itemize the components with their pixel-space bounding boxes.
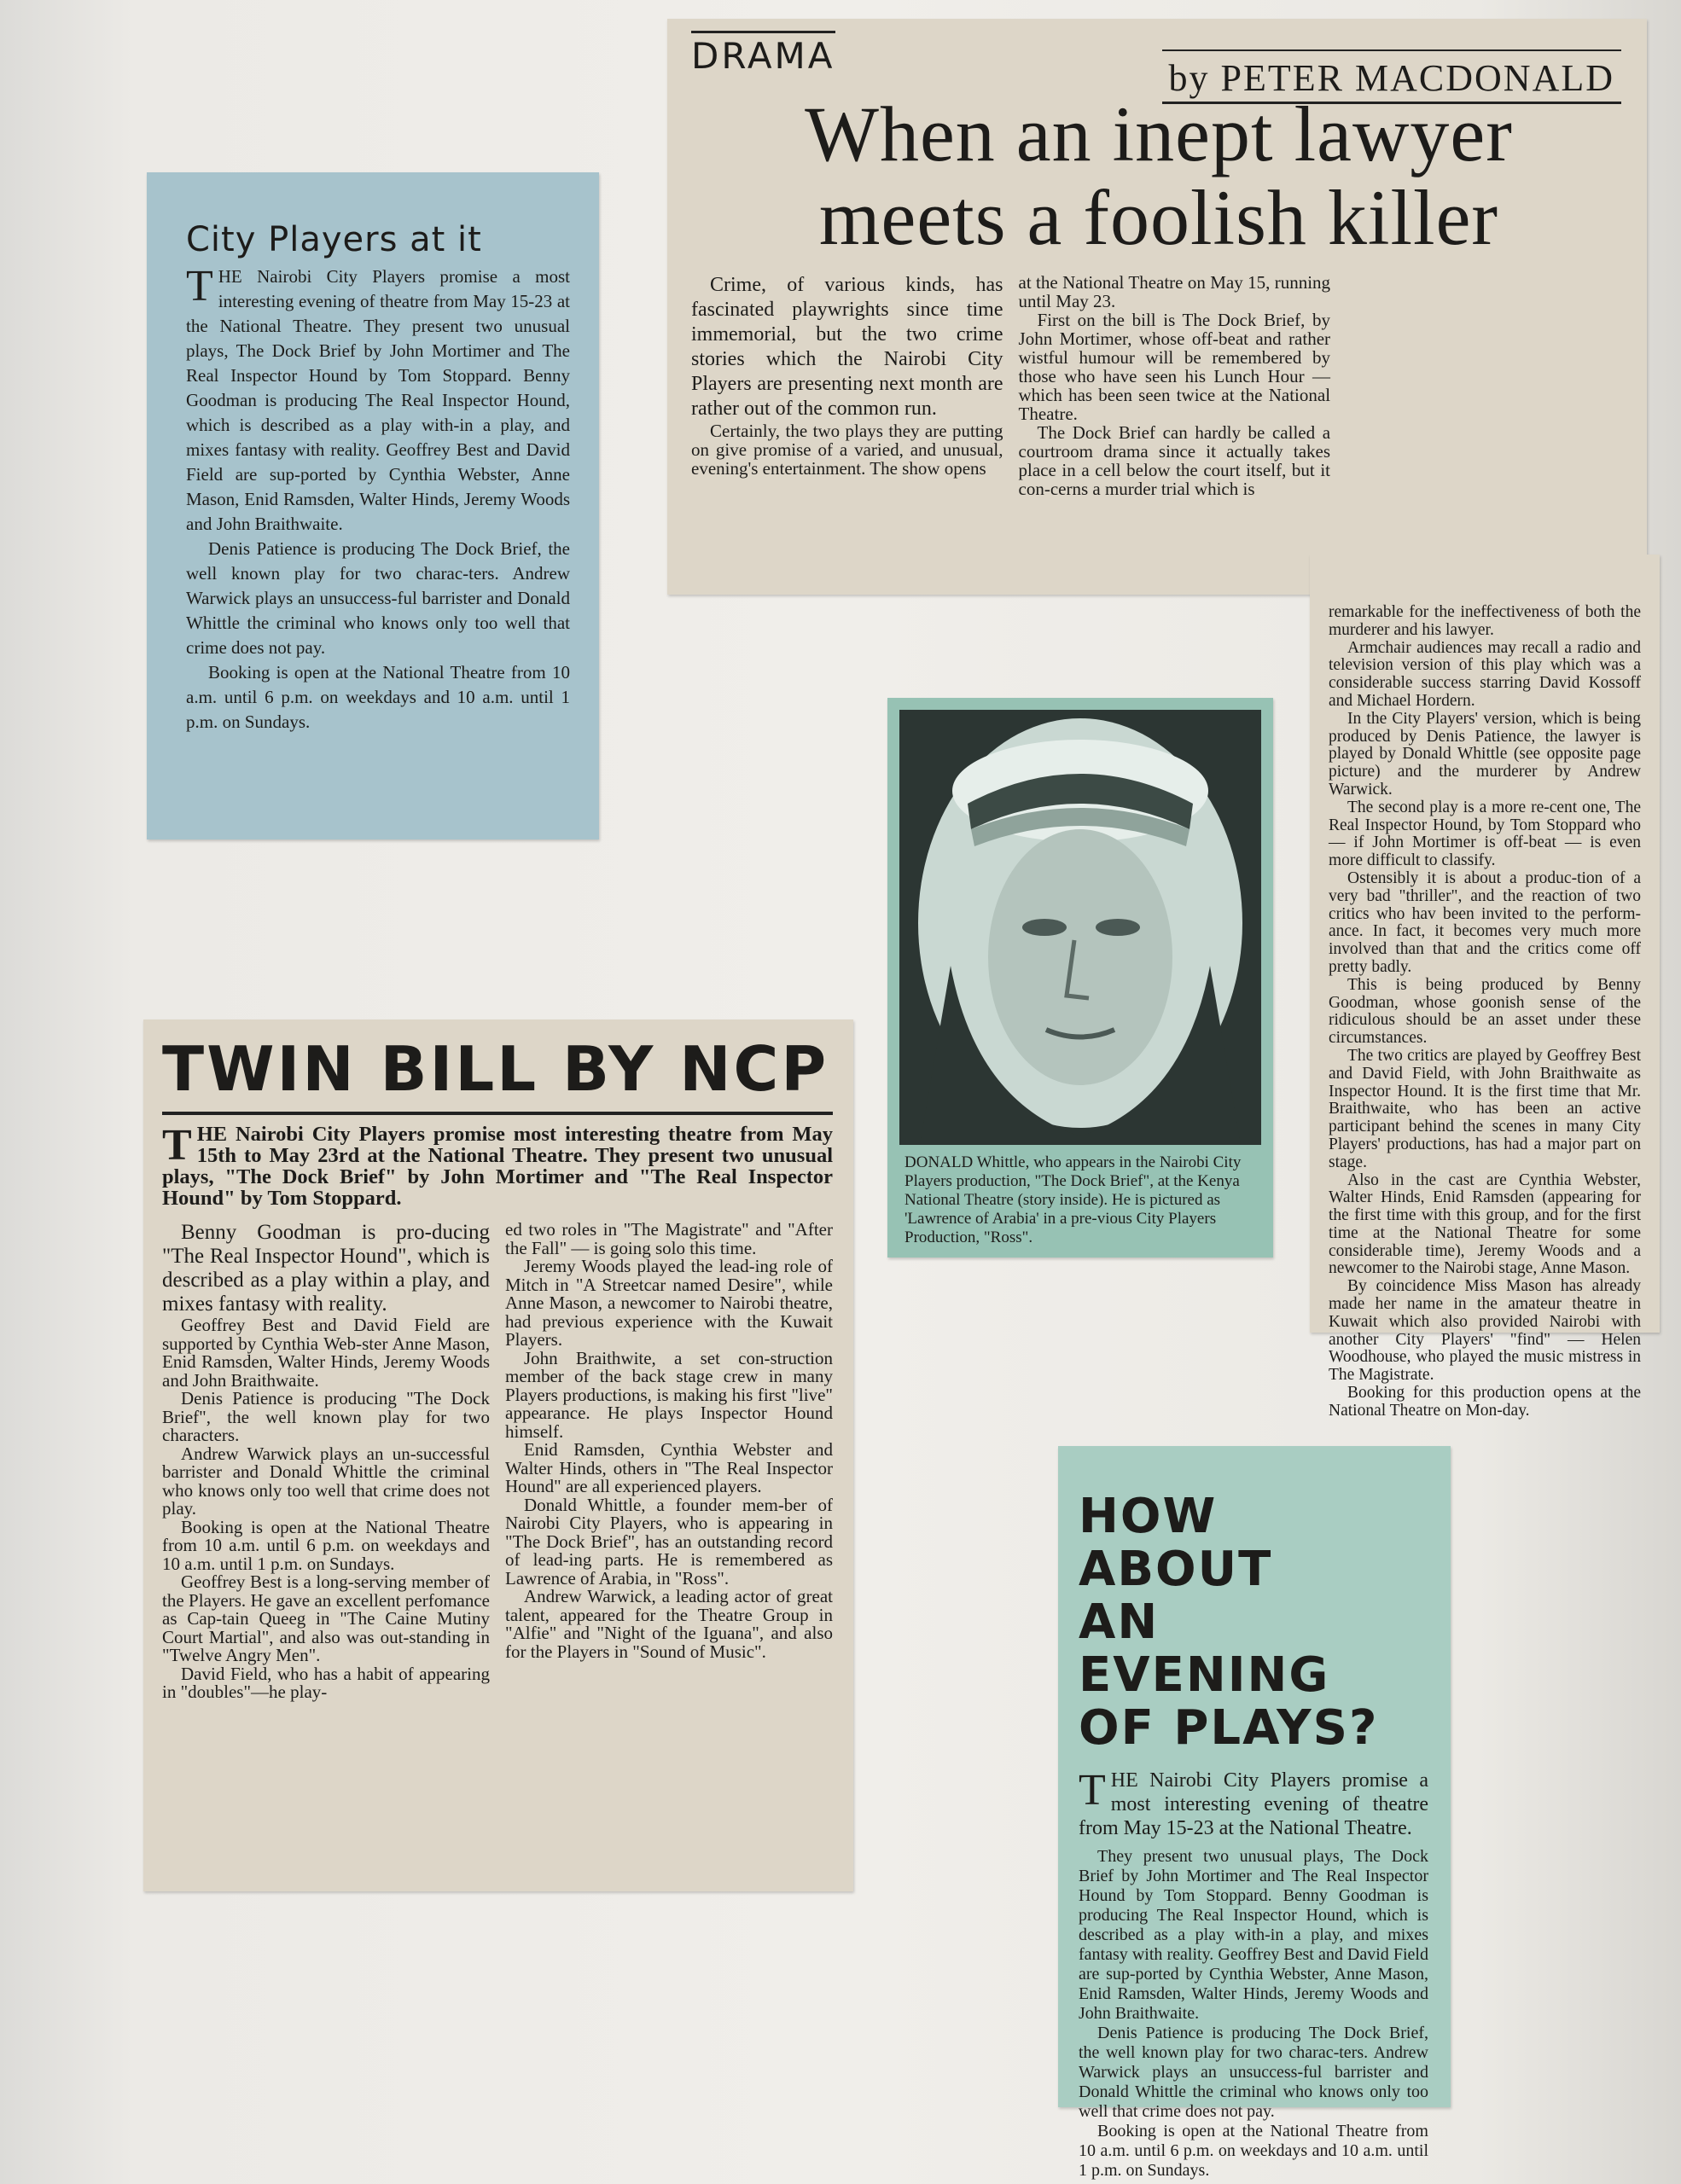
article-columns xyxy=(691,273,1626,498)
article-column xyxy=(162,1221,490,1702)
article-paragraph: Booking for this production opens at the National Theatre on Mon-day. xyxy=(1329,1384,1641,1420)
article-paragraph: Ostensibly it is about a produc-tion of a very bad "thriller", and the reaction of two critics who hav been invited to the perform-ance. In fact, it becomes very much more involved than that and the critics come off pretty badly. xyxy=(1329,868,1641,976)
clipping-drama xyxy=(667,19,1647,595)
photo-caption: DONALD Whittle, who appears in the Nairobi City Players production, "The Dock Brief", at the Kenya National Theatre (story inside). He is pictured as 'Lawrence of Arabia' in a pre-vious City Players Production, "Ross". xyxy=(904,1153,1242,1246)
headline-line: When an inept lawyer xyxy=(805,90,1513,177)
article-paragraph: John Braithwite, a set con-struction member of the back stage crew in many Players productions, is making his first "live" appearance. He plays Inspector Hound himself. xyxy=(505,1347,833,1442)
article-column xyxy=(505,1221,833,1702)
drop-cap: T xyxy=(1079,1766,1106,1815)
article-column xyxy=(1019,273,1331,498)
intro-text: HE Nairobi City Players promise most interesting theatre from May 15th to May 23rd at the National Theatre. They present two unusual plays, "The Dock Brief" by John Mortimer and "The Real Inspector Hound" by Tom Stoppard. xyxy=(162,1123,833,1210)
article-paragraph: This is being produced by Benny Goodman, whose goonish sense of the ridiculous should be an asset under these circumstances. xyxy=(1329,975,1641,1048)
title-line: HOW ABOUT xyxy=(1079,1489,1273,1597)
article-paragraph: at the National Theatre on May 15, running until May 23. xyxy=(1018,272,1331,311)
article-paragraph: Geoffrey Best and David Field are supported by Cynthia Web-ster Anne Mason, Enid Ramsden, Walter Hinds, Jeremy Woods and John Braithwaite. xyxy=(162,1315,490,1391)
article-paragraph: Booking is open at the National Theatre from 10 a.m. until 6 p.m. on weekdays and 10 a.m. until 1 p.m. on Sundays. xyxy=(162,1516,490,1574)
clipping-paragraph xyxy=(1079,1766,1428,1840)
headline xyxy=(691,92,1626,259)
article-columns xyxy=(162,1221,833,1702)
article-paragraph: Crime, of various kinds, has fascinated playwrights since time immemorial, but the two crime stories which the Nairobi City Players are presenting next month are rather out of the common run. xyxy=(691,274,1003,420)
article-paragraph: By coincidence Miss Mason has already made her name in the amateur theatre in Kuwait which also provided Nairobi with another City Players' "find" — Helen Woodhouse, who played the music mistress in The Magistrate. xyxy=(1329,1277,1641,1385)
article-paragraph: In the City Players' version, which is being produced by Denis Patience, the lawyer is played by Donald Whittle (see opposite page picture) and the murderer by Andrew Warwick. xyxy=(1329,709,1641,799)
clipping-twin-bill xyxy=(143,1019,853,1891)
article-paragraph: Also in the cast are Cynthia Webster, Walter Hinds, Enid Ramsden (appearing for the first time with this group, and for the first time at the National Theatre for some considerable time), Jeremy Woods and a newcomer to the Nairobi stage, Anne Mason. xyxy=(1329,1170,1641,1278)
article-paragraph: David Field, who has a habit of appearing in "doubles"—he play- xyxy=(162,1663,490,1702)
article-paragraph: Jeremy Woods played the lead-ing role of Mitch in "A Streetcar named Desire", while Anne Mason, a newcomer to Nairobi theatre, had previous experience with the Kuwait Players. xyxy=(505,1256,833,1350)
clipping-paragraph xyxy=(186,264,570,537)
clipping-paragraph: Denis Patience is producing The Dock Brief, the well known play for two charac-ters. Andrew Warwick plays an unsuccess-ful barrister and Donald Whittle the criminal who knows only too well that crime does not pay. xyxy=(1079,2024,1428,2121)
article-paragraph: Benny Goodman is pro-ducing "The Real Inspector Hound", which is described as a play within a play, and mixes fantasy with reality. xyxy=(162,1221,490,1316)
article-paragraph: The two critics are played by Geoffrey Best and David Field, with John Braithwaite as Inspector Hound. It is the first time that Mr. Braithwaite, who has been an active participant behind the scenes in many City Players' productions, has had a major part on stage. xyxy=(1329,1046,1641,1171)
headline-line: meets a foolish killer xyxy=(818,174,1499,261)
title-rule xyxy=(162,1112,833,1115)
clipping-paragraph: Booking is open at the National Theatre from 10 a.m. until 6 p.m. on weekdays and 10 a.m. until 1 p.m. on Sundays. xyxy=(1079,2122,1428,2180)
article-paragraph: First on the bill is The Dock Brief, by John Mortimer, whose off-beat and rather wistful humour will be remembered by those who have seen his Lunch Hour — which has been seen twice at the National Theatre. xyxy=(1018,310,1331,424)
paragraph-text: HE Nairobi City Players promise a most interesting evening of theatre from May 15-23 at the National Theatre. They present two unusual plays, The Dock Brief by John Mortimer and The Real Inspector Hound by Tom Stoppard. Benny Goodman is producing The Real Inspector Hound, which is described as a play with-in a play, and mixes fantasy with reality. Geoffrey Best and David Field are sup-ported by Cynthia Webster, Anne Mason, Enid Ramsden, Walter Hinds, Jeremy Woods and John Braithwaite. xyxy=(186,266,570,534)
drop-cap: T xyxy=(162,1121,192,1170)
clipping-title: City Players at it xyxy=(186,220,482,259)
article-column xyxy=(691,273,1003,498)
clipping-drama-continuation xyxy=(1310,555,1660,1420)
clipping-paragraph: Booking is open at the National Theatre from 10 a.m. until 6 p.m. on weekdays and 10 a.m. until 1 p.m. on Sundays. xyxy=(186,662,570,732)
article-paragraph: The Dock Brief can hardly be called a courtroom drama since it actually takes place in a cell below the court itself, but it con-cerns a murder trial which is xyxy=(1018,422,1331,499)
article-paragraph: Denis Patience is producing "The Dock Brief", the well known play for two characters. xyxy=(162,1388,490,1445)
paragraph-text: HE Nairobi City Players promise a most interesting evening of theatre from May 15-23 at the National Theatre. xyxy=(1079,1769,1428,1839)
article-paragraph: Andrew Warwick, a leading actor of great talent, appeared for the Theatre Group in "Alfie" and "Night of the Iguana", and also for the Players in "Sound of Music". xyxy=(505,1586,833,1662)
article-paragraph: Donald Whittle, a founder mem-ber of Nairobi City Players, who is appearing in "The Dock Brief", has an outstanding record of lead-ing parts. He is remembered as Lawrence of Arabia, in "Ross". xyxy=(505,1494,833,1589)
article-paragraph: Armchair audiences may recall a radio and television version of this play which was a considerable success starring David Kossoff and Michael Hordern. xyxy=(1329,638,1641,710)
portrait-illustration xyxy=(899,710,1261,1145)
article-paragraph: The second play is a more re-cent one, The Real Inspector Hound, by Tom Stoppard who — if John Mortimer is off-beat — is even more difficult to classify. xyxy=(1329,798,1641,870)
title-line: AN EVENING xyxy=(1079,1594,1330,1703)
title-line: OF PLAYS? xyxy=(1079,1700,1379,1756)
clipping-paragraph: Denis Patience is producing The Dock Brief, the well known play for two charac-ters. Andrew Warwick plays an unsuccess-ful barrister and Donald Whittle the criminal who knows only too well that crime does not pay. xyxy=(186,538,570,658)
byline: by PETER MACDONALD xyxy=(1162,49,1621,104)
clipping-how-about xyxy=(1058,1446,1451,2180)
clipping-seam xyxy=(1310,546,1647,563)
clipping-title: TWIN BILL BY NCP xyxy=(162,1033,829,1105)
article-paragraph: Geoffrey Best is a long-serving member of the Players. He gave an excellent perfomance as Cap-tain Queeg in "The Caine Mutiny Court Martial", and also was out-standing in "Twelve Angry Men". xyxy=(162,1571,490,1665)
section-rubric: DRAMA xyxy=(691,31,835,77)
clipping-paragraph: They present two unusual plays, The Dock Brief by John Mortimer and The Real Inspector Hound by Tom Stoppard. Benny Goodman is producing The Real Inspector Hound, which is described as a play with-in a play, and mixes fantasy with reality. Geoffrey Best and David Field are sup-ported by Cynthia Webster, Anne Mason, Enid Ramsden, Walter Hinds, Jeremy Woods and John Braithwaite. xyxy=(1079,1847,1428,2023)
article-paragraph: remarkable for the ineffectiveness of both the murderer and his lawyer. xyxy=(1329,603,1641,639)
article-paragraph: ed two roles in "The Magistrate" and "After the Fall" — is going solo this time. xyxy=(505,1219,833,1258)
clipping-city-players xyxy=(147,172,599,839)
portrait-photo xyxy=(899,710,1261,1145)
article-paragraph: Enid Ramsden, Cynthia Webster and Walter Hinds, others in "The Real Inspector Hound" are all experienced players. xyxy=(505,1439,833,1496)
clipping-title xyxy=(1079,1490,1428,1755)
clipping-photo xyxy=(887,698,1273,1258)
drop-cap: T xyxy=(186,262,213,311)
intro-paragraph xyxy=(162,1121,833,1210)
article-paragraph: Certainly, the two plays they are putting on give promise of a varied, and unusual, evening's entertainment. The show opens xyxy=(691,421,1003,479)
article-paragraph: Andrew Warwick plays an un-successful barrister and Donald Whittle the criminal who knows only too well that crime does not play. xyxy=(162,1443,490,1519)
